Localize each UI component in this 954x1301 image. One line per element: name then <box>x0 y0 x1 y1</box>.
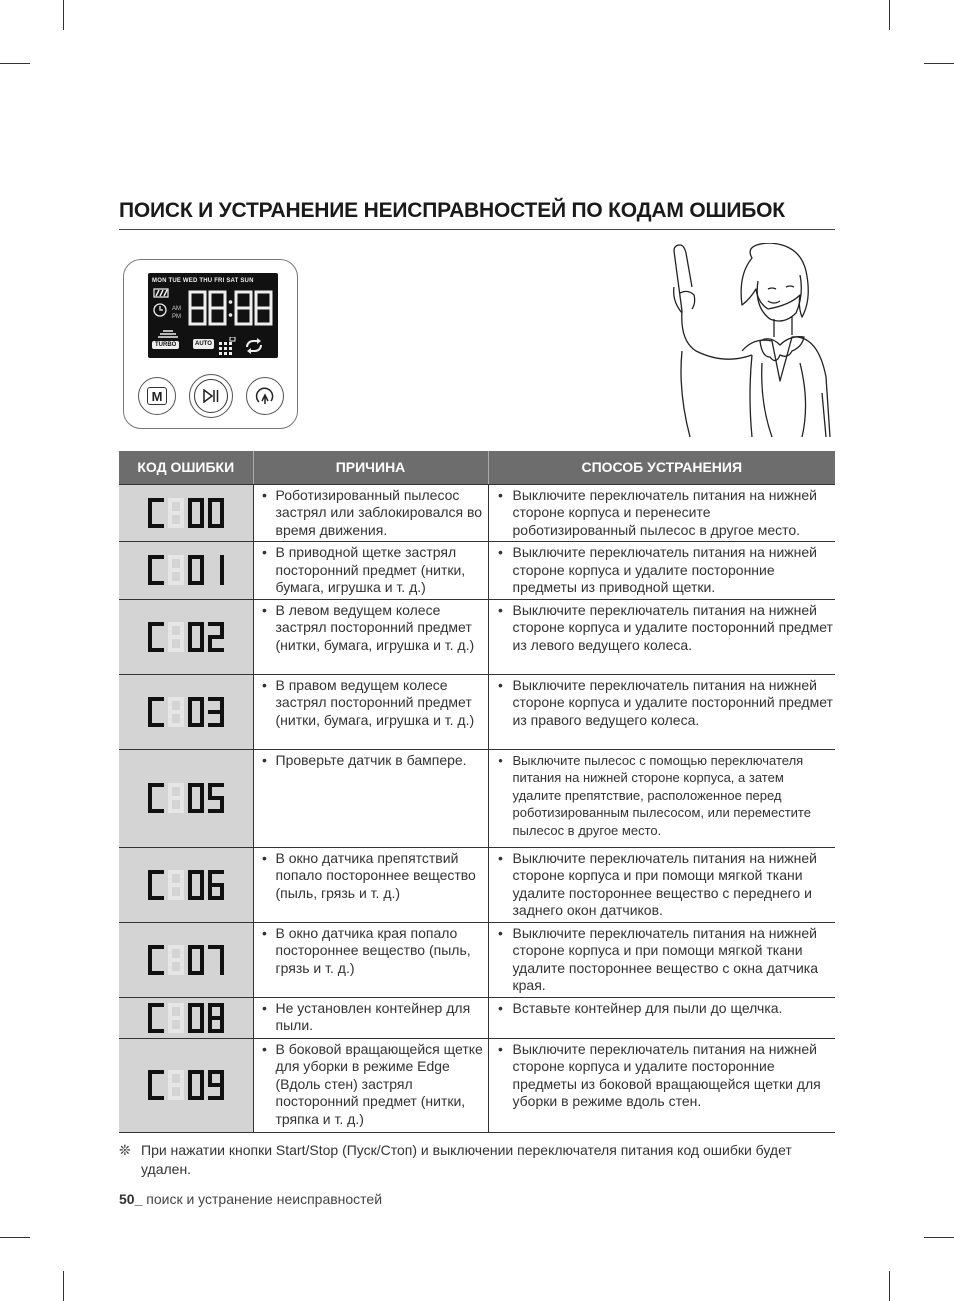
error-code-display <box>119 1003 253 1033</box>
clock-digits-icon <box>188 289 274 329</box>
crop-mark <box>889 1271 890 1301</box>
error-code-cell <box>119 542 253 600</box>
seven-segment-code-icon <box>148 555 224 585</box>
fix-cell: • Выключите переключатель питания на нижней стороне корпуса и при помощи мягкой ткани удалите постороннее вещество с окна датчика края. <box>488 922 835 997</box>
crop-mark <box>63 1271 64 1301</box>
table-row <box>119 542 835 600</box>
error-code-cell <box>119 997 253 1038</box>
error-code-cell <box>119 922 253 997</box>
crop-mark <box>0 1237 30 1238</box>
brush-icon <box>156 329 180 339</box>
fix-cell: • Выключите переключатель питания на нижней стороне корпуса и удалите посторонний предмет из левого ведущего колеса. <box>488 599 835 674</box>
error-code-cell <box>119 599 253 674</box>
table-row <box>119 847 835 922</box>
crop-mark <box>924 1237 954 1238</box>
cause-cell: • Не установлен контейнер для пыли. <box>253 997 488 1038</box>
pm-label: PM <box>172 314 181 320</box>
battery-icon <box>152 288 170 298</box>
error-code-display <box>119 498 253 528</box>
cause-cell: • В правом ведущем колесе застрял посторонний предмет (нитки, бумага, игрушка и т. д.) <box>253 674 488 749</box>
footnote-text: При нажатии кнопки Start/Stop (Пуск/Стоп) и выключении переключателя питания код ошибки будет удален. <box>141 1142 792 1177</box>
woman-pointing-illustration <box>672 243 832 438</box>
crop-mark <box>0 63 30 64</box>
error-code-display <box>119 622 253 652</box>
cause-cell: • Роботизированный пылесос застрял или заблокировался во время движения. <box>253 484 488 542</box>
error-code-display <box>119 945 253 975</box>
am-label: AM <box>172 306 181 312</box>
repeat-mode-icon <box>243 337 265 355</box>
recharge-icon <box>254 385 276 407</box>
page-title: ПОИСК И УСТРАНЕНИЕ НЕИСПРАВНОСТЕЙ ПО КОДАМ ОШИБОК <box>119 199 835 230</box>
error-codes-table <box>119 451 835 1133</box>
fix-cell: • Выключите переключатель питания на нижней стороне корпуса и удалите посторонние предметы из боковой вращающейся щетки для уборки в режиме вдоль стен. <box>488 1038 835 1132</box>
header-code: КОД ОШИБКИ <box>119 451 253 484</box>
seven-segment-code-icon <box>148 622 224 652</box>
fix-text: Вставьте контейнер для пыли до щелчка. <box>512 999 783 1016</box>
page-number: 50_ <box>119 1191 143 1207</box>
cause-text: В окно датчика края попало постороннее вещество (пыль, грязь и т. д.) <box>275 924 471 976</box>
error-code-cell <box>119 484 253 542</box>
seven-segment-code-icon <box>148 697 224 727</box>
seven-segment-code-icon <box>148 870 224 900</box>
mode-button-label: M <box>147 387 167 405</box>
fix-text: Выключите переключатель питания на нижней стороне корпуса и при помощи мягкой ткани удалите постороннее вещество с переднего и заднего окон датчиков. <box>512 849 817 918</box>
error-code-cell <box>119 1038 253 1132</box>
crop-mark <box>889 0 890 30</box>
play-pause-icon <box>202 389 220 403</box>
cause-text: В правом ведущем колесе застрял посторонний предмет (нитки, бумага, игрушка и т. д.) <box>275 676 475 728</box>
seven-segment-code-icon <box>148 498 224 528</box>
turbo-indicator: TURBO <box>152 341 179 349</box>
cause-text: В окно датчика препятствий попало постороннее вещество (пыль, грязь и т. д.) <box>275 849 476 901</box>
cause-cell: • В окно датчика препятствий попало постороннее вещество (пыль, грязь и т. д.) <box>253 847 488 922</box>
cause-cell: • В окно датчика края попало постороннее вещество (пыль, грязь и т. д.) <box>253 922 488 997</box>
cause-text: В боковой вращающейся щетке для уборки в режиме Edge (Вдоль стен) застрял посторонний предмет (нитки, тряпка и т. д.) <box>275 1040 483 1127</box>
error-code-display <box>119 697 253 727</box>
fix-text: Выключите пылесос с помощью переключателя питания на нижней стороне корпуса, а затем удалите препятствие, расположенное перед роботизированным пылесосом, или переместите пылесос в другое место. <box>512 752 811 838</box>
grid-mode-icon <box>218 337 236 355</box>
fix-cell: • Выключите переключатель питания на нижней стороне корпуса и перенесите роботизированный пылесос в другое место. <box>488 484 835 542</box>
error-code-display <box>119 783 253 813</box>
error-code-display <box>119 555 253 585</box>
crop-mark <box>924 63 954 64</box>
fix-text: Выключите переключатель питания на нижней стороне корпуса и удалите посторонний предмет из правого ведущего колеса. <box>512 676 833 728</box>
cause-cell: • Проверьте датчик в бампере. <box>253 749 488 847</box>
table-header-row <box>119 451 835 484</box>
error-code-display <box>119 1070 253 1100</box>
fix-text: Выключите переключатель питания на нижней стороне корпуса и при помощи мягкой ткани удалите постороннее вещество с окна датчика края. <box>512 924 818 993</box>
fix-text: Выключите переключатель питания на нижней стороне корпуса и удалите посторонние предметы из боковой вращающейся щетки для уборки в режиме вдоль стен. <box>512 1040 821 1109</box>
fix-cell: • Выключите переключатель питания на нижней стороне корпуса и удалите посторонние предметы из приводной щетки. <box>488 542 835 600</box>
page-footer <box>119 1191 382 1207</box>
cause-cell: • В левом ведущем колесе застрял посторонний предмет (нитки, бумага, игрушка и т. д.) <box>253 599 488 674</box>
cause-text: Проверьте датчик в бампере. <box>275 751 467 768</box>
seven-segment-code-icon <box>148 1070 224 1100</box>
error-code-cell <box>119 847 253 922</box>
footnote-mark: ❊ <box>119 1142 131 1158</box>
footnote <box>119 1141 835 1179</box>
table-row <box>119 997 835 1038</box>
cause-cell: • В приводной щетке застрял посторонний предмет (нитки, бумага, игрушка и т. д.) <box>253 542 488 600</box>
weekday-labels: MON TUE WED THU FRI SAT SUN <box>152 278 254 284</box>
fix-cell: • Вставьте контейнер для пыли до щелчка. <box>488 997 835 1038</box>
timer-icon <box>152 302 168 318</box>
seven-segment-code-icon <box>148 783 224 813</box>
header-fix: СПОСОБ УСТРАНЕНИЯ <box>488 451 835 484</box>
cause-cell: • В боковой вращающейся щетке для уборки в режиме Edge (Вдоль стен) застрял посторонний предмет (нитки, тряпка и т. д.) <box>253 1038 488 1132</box>
error-code-cell <box>119 674 253 749</box>
fix-text: Выключите переключатель питания на нижней стороне корпуса и удалите посторонний предмет из левого ведущего колеса. <box>512 601 833 653</box>
cause-text: В левом ведущем колесе застрял посторонний предмет (нитки, бумага, игрушка и т. д.) <box>275 601 475 653</box>
cause-text: Роботизированный пылесос застрял или заблокировался во время движения. <box>275 486 483 538</box>
recharge-button[interactable] <box>246 377 284 415</box>
footer-section: поиск и устранение неисправностей <box>146 1191 383 1207</box>
error-code-display <box>119 870 253 900</box>
fix-text: Выключите переключатель питания на нижней стороне корпуса и удалите посторонние предметы из приводной щетки. <box>512 544 817 595</box>
error-code-cell <box>119 749 253 847</box>
start-stop-button[interactable] <box>189 374 233 418</box>
table-row <box>119 749 835 847</box>
table-row <box>119 484 835 542</box>
cause-text: В приводной щетке застрял посторонний предмет (нитки, бумага, игрушка и т. д.) <box>275 544 466 595</box>
mode-button[interactable] <box>138 377 176 415</box>
fix-text: Выключите переключатель питания на нижней стороне корпуса и перенесите роботизированный пылесос в другое место. <box>512 486 817 538</box>
fix-cell: • Выключите пылесос с помощью переключателя питания на нижней стороне корпуса, а затем удалите препятствие, расположенное перед роботизированным пылесосом, или переместите пылесос в другое место. <box>488 749 835 847</box>
seven-segment-code-icon <box>148 945 224 975</box>
table-row <box>119 1038 835 1132</box>
header-cause: ПРИЧИНА <box>253 451 488 484</box>
auto-indicator: AUTO <box>195 341 212 347</box>
table-row <box>119 922 835 997</box>
crop-mark <box>63 0 64 30</box>
control-panel-illustration <box>123 259 298 429</box>
lcd-display <box>148 273 278 358</box>
table-row <box>119 599 835 674</box>
seven-segment-code-icon <box>148 1003 224 1033</box>
fix-cell: • Выключите переключатель питания на нижней стороне корпуса и при помощи мягкой ткани удалите постороннее вещество с переднего и заднего окон датчиков. <box>488 847 835 922</box>
cause-text: Не установлен контейнер для пыли. <box>275 999 471 1033</box>
fix-cell: • Выключите переключатель питания на нижней стороне корпуса и удалите посторонний предмет из правого ведущего колеса. <box>488 674 835 749</box>
table-row <box>119 674 835 749</box>
